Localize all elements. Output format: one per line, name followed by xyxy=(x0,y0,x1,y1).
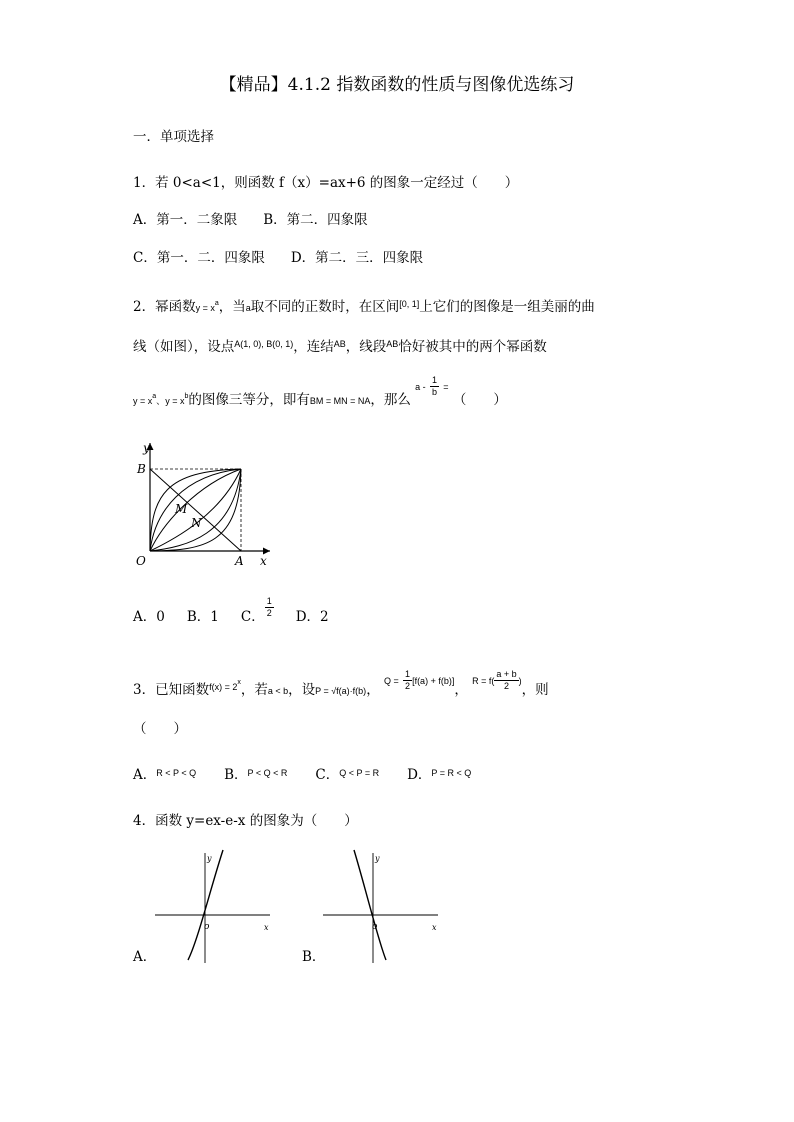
label-x: x xyxy=(260,554,267,568)
segment-ab xyxy=(150,469,241,551)
q2-fraction xyxy=(430,375,439,398)
graph-a-label-x: x xyxy=(264,923,269,932)
q3-paren: （ ） xyxy=(133,721,187,737)
q3-q-num: 1 xyxy=(405,669,411,679)
q4-graph-a xyxy=(150,845,275,965)
q3-r-right: ) xyxy=(518,676,522,686)
label-y: y xyxy=(143,441,150,455)
q4-stem: 4．函数 y=ex-e-x 的图象为（ ） xyxy=(133,813,358,829)
q2-option-c-label: C． xyxy=(240,609,265,625)
q3-q-def xyxy=(384,658,454,703)
label-n: N xyxy=(191,516,202,530)
q3-option-a: R < P < Q xyxy=(156,768,197,778)
q2-segment: AB xyxy=(333,339,346,349)
q2-text: 取不同的正数时，在区间 xyxy=(250,299,400,315)
q2-text: 2．幂函数 xyxy=(133,299,196,315)
q3-option-d: P = R < Q xyxy=(431,768,472,778)
q2-text: 上它们的图像是一组美丽的曲 xyxy=(419,299,595,315)
q2-text: 的图像三等分，即有 xyxy=(188,392,310,408)
q2-line1 xyxy=(133,298,595,319)
graph-b-label-x: x xyxy=(432,923,437,932)
q2-func-b: y = x xyxy=(165,396,185,406)
q3-q-den: 2 xyxy=(405,681,411,691)
q3-comma: ， xyxy=(454,682,468,698)
q2-line2 xyxy=(133,338,547,357)
q3-comma: ， xyxy=(366,682,380,698)
q2-option-d: D．2 xyxy=(295,609,329,625)
q3-option-a-label: A． xyxy=(133,767,157,783)
label-m: M xyxy=(175,502,188,516)
graph-a-label-y: y xyxy=(207,854,212,863)
q3-text: ，则 xyxy=(521,682,549,698)
q1-option-c: C．第一．二．四象限 xyxy=(133,250,265,266)
q2-expr-left: a - xyxy=(415,382,426,392)
graph-a-curve xyxy=(188,850,223,960)
q1-option-b: B．第二．四象限 xyxy=(263,212,368,228)
q2-segment: AB xyxy=(386,339,399,349)
q1-options-row1 xyxy=(133,211,368,229)
q3-r-num: a + b xyxy=(496,669,517,679)
q3-r-fraction xyxy=(494,669,518,692)
label-a: A xyxy=(235,554,244,568)
q4-option-a: A． xyxy=(133,949,157,965)
q3-option-b: P < Q < R xyxy=(247,768,288,778)
q3-line1 xyxy=(133,668,549,712)
q1-option-a: A．第一．二象限 xyxy=(133,212,238,228)
q2-option-c-num: 1 xyxy=(266,596,272,606)
page-title: 【精品】4.1.2 指数函数的性质与图像优选练习 xyxy=(219,75,575,95)
q2-text: 线（如图），设点 xyxy=(133,339,235,355)
q2-text: ，连结 xyxy=(293,339,334,355)
q3-func-exp: x xyxy=(237,679,241,686)
q2-option-a: A．0 xyxy=(133,609,165,625)
q3-condition: a < b xyxy=(267,686,289,696)
q2-func-b-exp: b xyxy=(184,393,189,400)
q1-options-row2 xyxy=(133,249,423,267)
q3-text: ，设 xyxy=(288,682,316,698)
graph-b-label-o: o xyxy=(372,922,378,932)
q2-power-exp: a xyxy=(214,300,219,307)
q2-frac-num: 1 xyxy=(431,375,437,385)
q2-var-a: a xyxy=(245,303,251,313)
q2-points: A(1, 0), B(0, 1) xyxy=(234,339,294,349)
q1-option-d: D．第二．三．四象限 xyxy=(290,250,424,266)
q2-equality: BM = MN = NA xyxy=(309,396,371,406)
q2-option-c-fraction xyxy=(265,596,274,619)
q3-r-left: R = f( xyxy=(472,676,495,686)
q2-option-c-den: 2 xyxy=(266,608,272,618)
q1-stem: 1．若 0<a<1，则函数 f（x）=ax+6 的图象一定经过（ ） xyxy=(133,175,519,191)
section-heading: 一．单项选择 xyxy=(133,129,214,145)
label-o: O xyxy=(136,554,146,568)
q2-answer-paren: （ ） xyxy=(452,392,507,408)
q3-text: 3．已知函数 xyxy=(133,682,210,698)
q2-frac-den: b xyxy=(431,387,437,397)
q4-option-b: B． xyxy=(302,949,326,965)
q3-q-fraction xyxy=(403,669,412,692)
q3-func: f(x) = 2 xyxy=(209,682,238,692)
q3-option-d-label: D． xyxy=(407,767,432,783)
q3-r-den: 2 xyxy=(504,681,510,691)
q3-option-c: Q < P = R xyxy=(339,768,380,778)
q3-r-def xyxy=(472,658,522,703)
q2-func-a: y = x xyxy=(133,396,153,406)
q3-q-left: Q = xyxy=(383,676,399,686)
graph-a-label-o: o xyxy=(204,922,210,932)
q2-expression xyxy=(415,366,448,407)
q2-text: 恰好被其中的两个幂函数 xyxy=(398,339,547,355)
q3-options xyxy=(133,766,471,785)
graph-b-curve xyxy=(354,850,386,960)
q2-power-formula: y = x xyxy=(195,303,215,313)
label-b: B xyxy=(137,462,146,476)
q2-text: ，那么 xyxy=(370,392,411,408)
q3-text: ，若 xyxy=(240,682,268,698)
power-function-figure xyxy=(125,435,285,570)
q2-expr-right: = xyxy=(443,382,449,392)
q3-q-right: [f(a) + f(b)] xyxy=(412,676,455,686)
q3-option-c-label: C． xyxy=(315,767,340,783)
q2-options xyxy=(133,592,329,642)
graph-b-label-y: y xyxy=(375,854,380,863)
q3-p-def: P = √f(a)·f(b) xyxy=(315,686,367,696)
q2-text: ，当 xyxy=(218,299,246,315)
q3-option-b-label: B． xyxy=(224,767,248,783)
q2-interval: [0, 1] xyxy=(399,299,420,309)
q2-func-a-exp: a xyxy=(152,393,157,400)
q4-graph-b xyxy=(318,845,443,965)
q2-separator: 、 xyxy=(156,396,166,406)
q2-option-b: B．1 xyxy=(186,609,219,625)
q2-line3 xyxy=(133,375,507,420)
q2-text: ，线段 xyxy=(345,339,387,355)
